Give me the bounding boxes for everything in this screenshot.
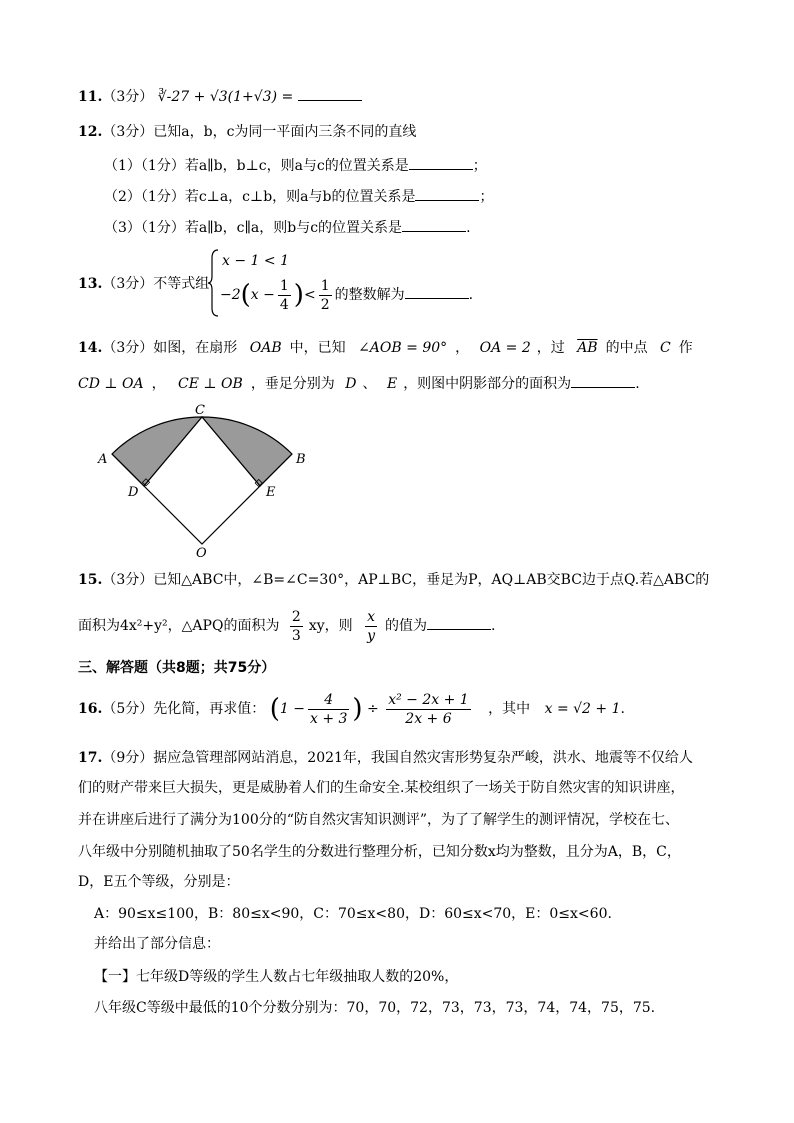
text: 已知△ABC中，∠B=∠C=30°，AP⊥BC，垂足为P，AQ⊥AB交BC边于点Q.若△ABC的	[153, 572, 710, 588]
part-text: 若a∥b，c∥a，则b与c的位置关系是	[184, 220, 403, 236]
label-a: A	[98, 452, 108, 467]
angle-given: ∠AOB = 90°	[358, 340, 448, 356]
text: 的值为	[385, 618, 428, 634]
question-11	[78, 86, 362, 107]
text: ，其中	[488, 701, 531, 717]
answer-blank[interactable]	[405, 284, 469, 299]
question-14	[78, 338, 693, 358]
question-13	[78, 274, 209, 294]
label-o: O	[196, 546, 207, 560]
answer-blank[interactable]	[571, 373, 635, 388]
question-number: 12.	[78, 124, 103, 140]
fraction-4-over-x-plus-3: $\frac{4}{x + 3}$	[309, 691, 348, 727]
question-stem: 已知a，b，c为同一平面内三条不同的直线	[153, 124, 417, 140]
punctuation: .	[635, 376, 640, 392]
inequality-1: x − 1 < 1	[222, 253, 289, 269]
answer-blank[interactable]	[415, 186, 479, 201]
question-score: （3分）	[102, 572, 154, 588]
question-score: （3分）	[102, 89, 154, 105]
term: 1 −	[279, 701, 305, 717]
divide-sign: ÷	[367, 701, 379, 717]
fraction-polynomial: $\frac{\text{x² − 2x + 1}}{2x + 6}$	[388, 691, 469, 727]
part-label: （3）（1分）	[104, 220, 185, 236]
label-e: E	[266, 485, 276, 500]
fraction-two-thirds: $\frac{2}{3}$	[291, 608, 301, 644]
punctuation: ，	[151, 376, 166, 392]
question-17	[78, 748, 693, 768]
punctuation: .	[468, 287, 474, 303]
paragraph-line: D，E五个等级，分别是：	[78, 874, 240, 890]
text: 的中点	[605, 340, 648, 356]
punctuation: ；	[472, 158, 487, 174]
text: xy，则	[308, 618, 353, 634]
question-score: （3分）	[102, 124, 154, 140]
paragraph-line: 据应急管理部网站消息，2021年，我国自然灾害形势复杂严峻，洪水、地震等不仅给人	[153, 750, 693, 766]
question-12-part-3	[104, 217, 471, 238]
question-number: 15.	[78, 572, 103, 588]
text: 作	[678, 340, 693, 356]
question-number: 17.	[78, 750, 103, 766]
text: 先化简，再求值：	[153, 701, 266, 717]
label-c: C	[195, 403, 205, 418]
info-item-2: 八年级C等级中最低的10个分数分别为：70，70，72，73，73，73，74，74，75，75.	[94, 1000, 656, 1016]
perpendicular-1: CD ⊥ OA	[78, 376, 144, 392]
question-12	[78, 122, 416, 142]
text: ，则图中阴影部分的面积为	[403, 376, 572, 392]
fraction-half: $\frac{1}{2}$	[320, 277, 330, 313]
question-15-line-2	[78, 606, 495, 646]
punctuation: .	[620, 701, 625, 717]
punctuation: 、	[362, 376, 377, 392]
length-given: OA = 2	[479, 340, 531, 356]
term: x −	[250, 287, 275, 303]
coefficient: −2	[220, 287, 241, 303]
paragraph-line: 们的财产带来巨大损失，更是威胁着人们的生命安全.某校组织了一场关于防自然灾害的知识讲座，	[78, 780, 685, 796]
question-score: （5分）	[102, 701, 154, 717]
section-title: 三、解答题（共8题；共75分）	[78, 660, 276, 676]
question-number: 14.	[78, 340, 103, 356]
arc-name: $\overline{AB}$	[577, 340, 598, 356]
text: ，垂足分别为	[250, 376, 335, 392]
question-number: 16.	[78, 701, 103, 717]
question-number: 11.	[78, 89, 103, 105]
point-name: E	[386, 376, 398, 392]
answer-blank[interactable]	[298, 86, 362, 101]
point-name: D	[345, 376, 357, 392]
inequality-2: −2(x − $\frac{1}{4}$ )< $\frac{1}{2}$ 的整数解为 .	[220, 277, 474, 313]
question-14-line-2	[78, 373, 640, 394]
paragraph-line: 并在讲座后进行了满分为100分的“防自然灾害知识测评”，为了了解学生的测评情况，学校在七、	[78, 812, 680, 828]
text: 如图，在扇形	[153, 340, 238, 356]
question-number: 13.	[78, 276, 103, 292]
point-name: C	[660, 340, 671, 356]
fraction-quarter: $\frac{1}{4}$	[279, 277, 289, 313]
info-item-1: 【一】七年级D等级的学生人数占七年级抽取人数的20%，	[94, 969, 459, 985]
sector-figure	[90, 400, 320, 560]
part-text: 若c⊥a，c⊥b，则a与b的位置关系是	[184, 189, 416, 205]
perpendicular-2: CE ⊥ OB	[178, 376, 243, 392]
sector-name: OAB	[249, 340, 282, 356]
question-lead: 不等式组	[153, 276, 210, 292]
label-d: D	[128, 485, 139, 500]
question-score: （9分）	[102, 750, 154, 766]
question-16: 16.（5分）先化简，再求值： (1 − $\frac{4}{x + 3}$ ) ÷ $\frac{\text{x² − 2x + 1}}{2x + 6}$ ，其中 x = √2 + 1.	[78, 691, 625, 727]
part-text: 若a∥b，b⊥c，则a与c的位置关系是	[184, 158, 409, 174]
system-brace	[208, 248, 220, 318]
question-score: （3分）	[102, 340, 154, 356]
less-than: <	[303, 287, 316, 303]
punctuation: .	[491, 618, 496, 634]
answer-blank[interactable]	[427, 615, 491, 630]
fraction-x-over-y: $\frac{x}{y}$	[367, 608, 376, 644]
question-12-part-2	[104, 186, 493, 207]
punctuation: .	[466, 220, 471, 236]
label-b: B	[296, 452, 306, 467]
text: 中，已知	[289, 340, 346, 356]
condition: x = √2 + 1	[544, 701, 621, 717]
part-label: （1）（1分）	[104, 158, 185, 174]
question-15	[78, 570, 709, 590]
math-expression: ∛-27 + √3(1+√3) =	[157, 89, 294, 105]
text: ，过	[536, 340, 565, 356]
question-score: （3分）	[102, 276, 154, 292]
answer-blank[interactable]	[409, 155, 473, 170]
question-12-part-1	[104, 155, 487, 176]
question-tail: 的整数解为	[334, 287, 405, 303]
answer-blank[interactable]	[402, 217, 466, 232]
given-info-intro: 并给出了部分信息：	[94, 936, 220, 952]
paragraph-line: 八年级中分别随机抽取了50名学生的分数进行整理分析，已知分数x均为整数，且分为A，B，C，	[78, 844, 681, 860]
punctuation: ；	[479, 189, 494, 205]
text: 面积为4x²+y²，△APQ的面积为	[78, 618, 280, 634]
punctuation: ，	[455, 340, 470, 356]
part-label: （2）（1分）	[104, 189, 185, 205]
grade-definitions: A：90≤x≤100，B：80≤x<90，C：70≤x<80，D：60≤x<70，E：0≤x<60.	[94, 906, 612, 922]
